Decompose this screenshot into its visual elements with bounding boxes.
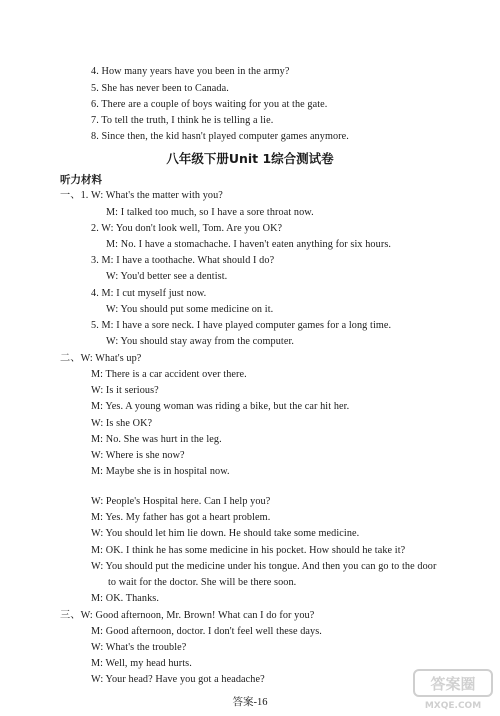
dialogue-line: W: You should stay away from the computer. <box>106 336 295 347</box>
dialogue-line: W: People's Hospital here. Can I help you? <box>91 496 271 507</box>
dialogue-line: M: OK. Thanks. <box>91 593 159 604</box>
answer-line-7: 7. To tell the truth, I think he is telling a lie. <box>91 115 274 126</box>
dialogue-line: W: Is it serious? <box>91 385 159 396</box>
dialogue-line: M: Maybe she is in hospital now. <box>91 466 230 477</box>
dialogue-line: M: There is a car accident over there. <box>91 369 247 380</box>
dialogue-line: 3. M: I have a toothache. What should I do? <box>91 255 275 266</box>
dialogue-line: W: You should put some medicine on it. <box>106 304 274 315</box>
dialogue-line: 2. W: You don't look well, Tom. Are you OK? <box>91 223 283 234</box>
watermark-logo <box>412 668 494 712</box>
watermark-url: MXQE.COM <box>424 701 482 711</box>
dialogue-line: W: Is she OK? <box>91 418 153 429</box>
dialogue-line: 三、W: Good afternoon, Mr. Brown! What can I do for you? <box>60 610 315 621</box>
answer-line-6: 6. There are a couple of boys waiting for you at the gate. <box>91 99 328 110</box>
dialogue-line: M: OK. I think he has some medicine in his pocket. How should he take it? <box>91 545 406 556</box>
dialogue-line: W: You should let him lie down. He should take some medicine. <box>91 528 360 539</box>
section-title: 八年级下册Unit 1综合测试卷 <box>166 151 334 166</box>
dialogue-line: W: You should put the medicine under his tongue. And then you can go to the door <box>91 561 437 572</box>
answer-line-5: 5. She has never been to Canada. <box>91 83 229 94</box>
answer-line-4: 4. How many years have you been in the army? <box>91 66 290 77</box>
dialogue-line: M: No. She was hurt in the leg. <box>91 434 222 445</box>
dialogue-line: 二、W: What's up? <box>60 353 142 364</box>
dialogue-line: M: Good afternoon, doctor. I don't feel well these days. <box>91 626 322 637</box>
dialogue-line: M: No. I have a stomachache. I haven't eaten anything for six hours. <box>106 239 392 250</box>
page-number: 答案-16 <box>232 697 268 708</box>
listening-heading: 听力材料 <box>60 174 102 186</box>
dialogue-line: M: Yes. A young woman was riding a bike, but the car hit her. <box>91 401 350 412</box>
dialogue-line: W: What's the trouble? <box>91 642 187 653</box>
dialogue-line: M: Yes. My father has got a heart problem. <box>91 512 271 523</box>
dialogue-line: 一、1. W: What's the matter with you? <box>60 190 223 201</box>
answer-line-8: 8. Since then, the kid hasn't played computer games anymore. <box>91 131 349 142</box>
dialogue-line: to wait for the doctor. She will be there soon. <box>108 577 297 588</box>
dialogue-line: M: Well, my head hurts. <box>91 658 192 669</box>
dialogue-line: M: I talked too much, so I have a sore throat now. <box>106 207 314 218</box>
dialogue-line: W: Your head? Have you got a headache? <box>91 674 265 685</box>
dialogue-line: W: Where is she now? <box>91 450 185 461</box>
dialogue-line: 4. M: I cut myself just now. <box>91 288 207 299</box>
watermark-title: 答案圈 <box>430 675 476 693</box>
dialogue-line: W: You'd better see a dentist. <box>106 271 228 282</box>
dialogue-line: 5. M: I have a sore neck. I have played computer games for a long time. <box>91 320 392 331</box>
